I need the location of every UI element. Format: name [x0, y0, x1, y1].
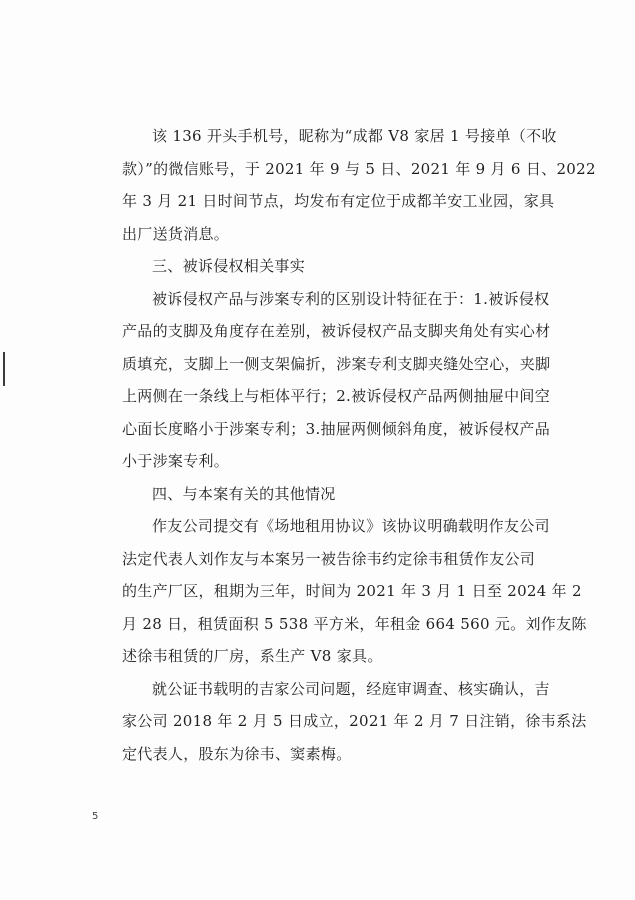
text-line: 产品的支脚及角度存在差别，被诉侵权产品支脚夹角处有实心材 [122, 322, 551, 340]
paragraph-jijia-company [92, 673, 587, 771]
text-line: 款）”的微信账号，于 2021 年 9 与 5 日、2021 年 9 月 6 日、2022 [122, 159, 596, 178]
text-line: 小于涉案专利。 [122, 452, 230, 470]
text-line: 出厂送货消息。 [122, 224, 230, 243]
document-body [92, 120, 596, 770]
text-line: 年 3 月 21 日时间节点，均发布有定位于成都羊安工业园，家具 [122, 192, 555, 210]
text-line: 该 136 开头手机号，昵称为“成都 V8 家居 1 号接单（不收 [152, 127, 557, 145]
text-line: 上两侧在一条线上与柜体平行；2.被诉侵权产品两侧抽屉中间空 [122, 387, 551, 405]
heading-text: 三、被诉侵权相关事实 [152, 257, 306, 275]
text-line: 被诉侵权产品与涉案专利的区别设计特征在于：1.被诉侵权 [152, 289, 550, 308]
text-line: 的生产厂区，租期为三年，时间为 2021 年 3 月 1 日至 2024 年 2 [122, 582, 582, 600]
page-number: 5 [92, 811, 99, 822]
text-line: 月 28 日，租赁面积 5 538 平方米，年租金 664 560 元。刘作友陈 [122, 614, 587, 633]
paragraph-wechat-account [92, 120, 596, 250]
heading-text: 四、与本案有关的其他情况 [152, 484, 336, 503]
text-line: 就公证书载明的吉家公司问题，经庭审调查、核实确认，吉 [152, 679, 550, 698]
paragraph-lease-agreement [92, 510, 587, 673]
paragraph-design-differences [92, 283, 562, 478]
section-heading-other-circumstances [92, 478, 562, 511]
text-line: 定代表人，股东为徐韦、窦素梅。 [122, 744, 352, 763]
text-line: 质填充，支脚上一侧支架偏折，涉案专利支脚夹缝处空心，夹脚 [122, 354, 551, 373]
text-line: 作友公司提交有《场地租用协议》该协议明确载明作友公司 [152, 517, 550, 535]
binding-mark [3, 352, 5, 386]
text-line: 心面长度略小于涉案专利；3.抽屉两侧倾斜角度，被诉侵权产品 [122, 419, 551, 438]
text-line: 家公司 2018 年 2 月 5 日成立，2021 年 2 月 7 日注销，徐韦系法 [122, 712, 587, 730]
text-line: 法定代表人刘作友与本案另一被告徐韦约定徐韦租赁作友公司 [122, 549, 536, 568]
section-heading-infringement-facts [92, 250, 562, 283]
text-line: 述徐韦租赁的厂房，系生产 V8 家具。 [122, 647, 383, 665]
